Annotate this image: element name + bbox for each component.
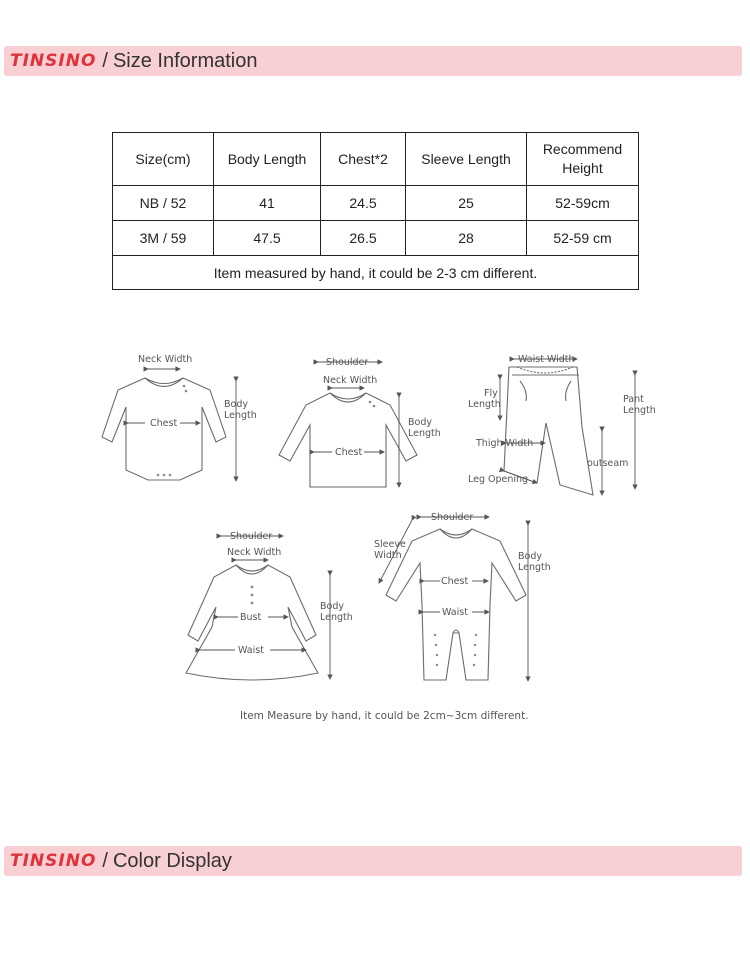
pants-thigh-width-label: Thigh Width [476, 438, 534, 449]
cell-sleeve-length: 25 [406, 186, 527, 221]
table-row [113, 221, 639, 256]
romper-sleeve-width-label-1: Sleeve [374, 539, 406, 550]
top-neck-width-label: Neck Width [323, 375, 378, 386]
brand-logo-text: TINSINO [10, 851, 97, 871]
pants-outseam-label: outseam [587, 458, 629, 469]
header-chest: Chest*2 [321, 133, 406, 186]
dress-diagram [186, 531, 353, 680]
table-note-row [113, 256, 639, 290]
bodysuit-body-length-label-1: Body [224, 399, 248, 410]
dress-body-length-label-2: Length [320, 612, 353, 623]
bodysuit-chest-label: Chest [150, 418, 178, 429]
banner-separator: / [102, 49, 108, 72]
header-size: Size(cm) [113, 133, 214, 186]
top-body-length-label-2: Length [408, 428, 441, 439]
table-header-row [113, 133, 639, 186]
cell-body-length: 47.5 [214, 221, 321, 256]
pants-leg-opening-label: Leg Opening [468, 474, 529, 485]
banner-separator: / [102, 849, 108, 872]
cell-size: NB / 52 [113, 186, 214, 221]
top-body-length-label-1: Body [408, 417, 432, 428]
cell-chest: 24.5 [321, 186, 406, 221]
dress-shoulder-label: Shoulder [230, 531, 273, 542]
romper-body-length-label-2: Length [518, 562, 551, 573]
dress-body-length-label-1: Body [320, 601, 344, 612]
color-display-title: Color Display [112, 849, 232, 872]
diagram-note: Item Measure by hand, it could be 2cm~3cm different. [240, 710, 529, 722]
table-row [113, 186, 639, 221]
header-recommend-height [527, 133, 639, 186]
header-sleeve-length: Sleeve Length [406, 133, 527, 186]
size-information-banner [4, 46, 742, 76]
cell-size: 3M / 59 [113, 221, 214, 256]
size-information-title: Size Information [112, 49, 258, 72]
romper-shoulder-label: Shoulder [431, 512, 474, 523]
brand-logo-text: TINSINO [10, 51, 97, 71]
table-note: Item measured by hand, it could be 2-3 cm different. [113, 256, 639, 290]
bodysuit-body-length-label-2: Length [224, 410, 257, 421]
cell-chest: 26.5 [321, 221, 406, 256]
romper-sleeve-width-label-2: Width [374, 550, 402, 561]
header-body-length: Body Length [214, 133, 321, 186]
bodysuit-neck-width-label: Neck Width [138, 354, 193, 365]
pants-waist-width-label: Waist Width [518, 354, 575, 365]
pants-diagram [468, 354, 656, 495]
cell-body-length: 41 [214, 186, 321, 221]
header-recommend-height-text: Recommend Height [542, 141, 623, 176]
top-shoulder-label: Shoulder [326, 357, 369, 368]
romper-diagram [374, 512, 551, 681]
color-display-banner [4, 846, 742, 876]
dress-waist-label: Waist [238, 645, 264, 656]
cell-recommend-height: 52-59 cm [527, 221, 639, 256]
dress-neck-width-label: Neck Width [227, 547, 282, 558]
bodysuit-diagram [102, 354, 257, 481]
pants-pant-length-label-2: Length [623, 405, 656, 416]
measurement-diagrams [90, 345, 660, 725]
dress-bust-label: Bust [240, 612, 262, 623]
top-diagram [279, 357, 441, 487]
size-table [112, 132, 639, 290]
romper-body-length-label-1: Body [518, 551, 542, 562]
pants-fly-length-label-1: Fly [484, 388, 498, 399]
pants-pant-length-label-1: Pant [623, 394, 644, 405]
romper-chest-label: Chest [441, 576, 469, 587]
pants-fly-length-label-2: Length [468, 399, 501, 410]
top-chest-label: Chest [335, 447, 363, 458]
cell-sleeve-length: 28 [406, 221, 527, 256]
cell-recommend-height: 52-59cm [527, 186, 639, 221]
romper-waist-label: Waist [442, 607, 468, 618]
